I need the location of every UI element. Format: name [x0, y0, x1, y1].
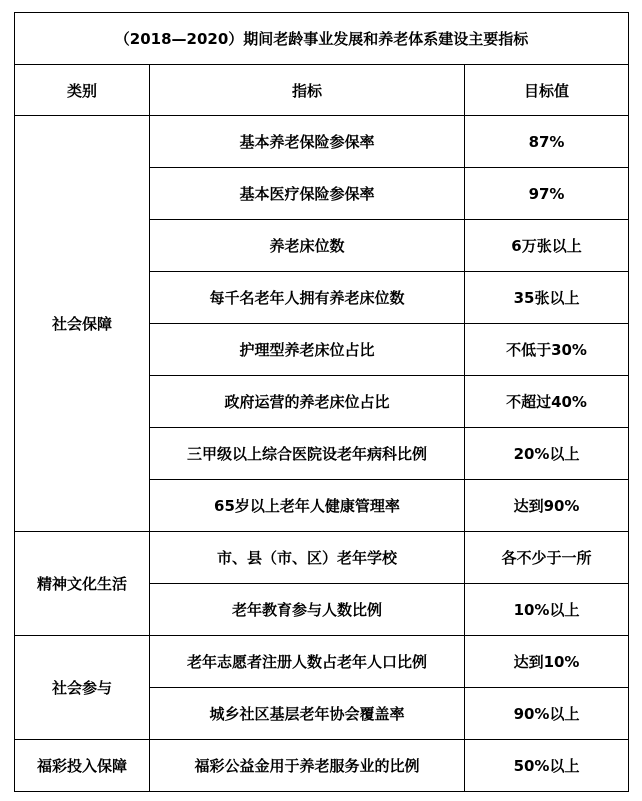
target-cell: 达到10%	[465, 636, 629, 688]
indicator-cell: 基本养老保险参保率	[150, 116, 465, 168]
target-cell: 不超过40%	[465, 376, 629, 428]
target-cell: 不低于30%	[465, 324, 629, 376]
indicator-cell: 政府运营的养老床位占比	[150, 376, 465, 428]
indicator-cell: 老年志愿者注册人数占老年人口比例	[150, 636, 465, 688]
indicator-cell: 三甲级以上综合医院设老年病科比例	[150, 428, 465, 480]
indicators-table	[14, 12, 629, 792]
target-cell: 97%	[465, 168, 629, 220]
target-cell: 90%以上	[465, 688, 629, 740]
indicator-cell: 65岁以上老年人健康管理率	[150, 480, 465, 532]
table-row	[15, 636, 629, 688]
category-cell: 福彩投入保障	[15, 740, 150, 792]
target-cell: 35张以上	[465, 272, 629, 324]
target-cell: 87%	[465, 116, 629, 168]
title-row	[15, 13, 629, 65]
target-cell: 50%以上	[465, 740, 629, 792]
header-indicator: 指标	[150, 65, 465, 116]
indicator-cell: 基本医疗保险参保率	[150, 168, 465, 220]
table-row	[15, 740, 629, 792]
indicator-cell: 养老床位数	[150, 220, 465, 272]
category-cell: 精神文化生活	[15, 532, 150, 636]
indicator-cell: 市、县（市、区）老年学校	[150, 532, 465, 584]
table-title: （2018—2020）期间老龄事业发展和养老体系建设主要指标	[15, 13, 629, 65]
header-row	[15, 65, 629, 116]
table-row	[15, 116, 629, 168]
target-cell: 6万张以上	[465, 220, 629, 272]
indicator-cell: 护理型养老床位占比	[150, 324, 465, 376]
category-cell: 社会保障	[15, 116, 150, 532]
indicator-cell: 福彩公益金用于养老服务业的比例	[150, 740, 465, 792]
target-cell: 10%以上	[465, 584, 629, 636]
indicator-cell: 城乡社区基层老年协会覆盖率	[150, 688, 465, 740]
header-category: 类别	[15, 65, 150, 116]
indicator-cell: 每千名老年人拥有养老床位数	[150, 272, 465, 324]
indicator-cell: 老年教育参与人数比例	[150, 584, 465, 636]
target-cell: 各不少于一所	[465, 532, 629, 584]
target-cell: 达到90%	[465, 480, 629, 532]
target-cell: 20%以上	[465, 428, 629, 480]
header-target: 目标值	[465, 65, 629, 116]
table-row	[15, 532, 629, 584]
category-cell: 社会参与	[15, 636, 150, 740]
